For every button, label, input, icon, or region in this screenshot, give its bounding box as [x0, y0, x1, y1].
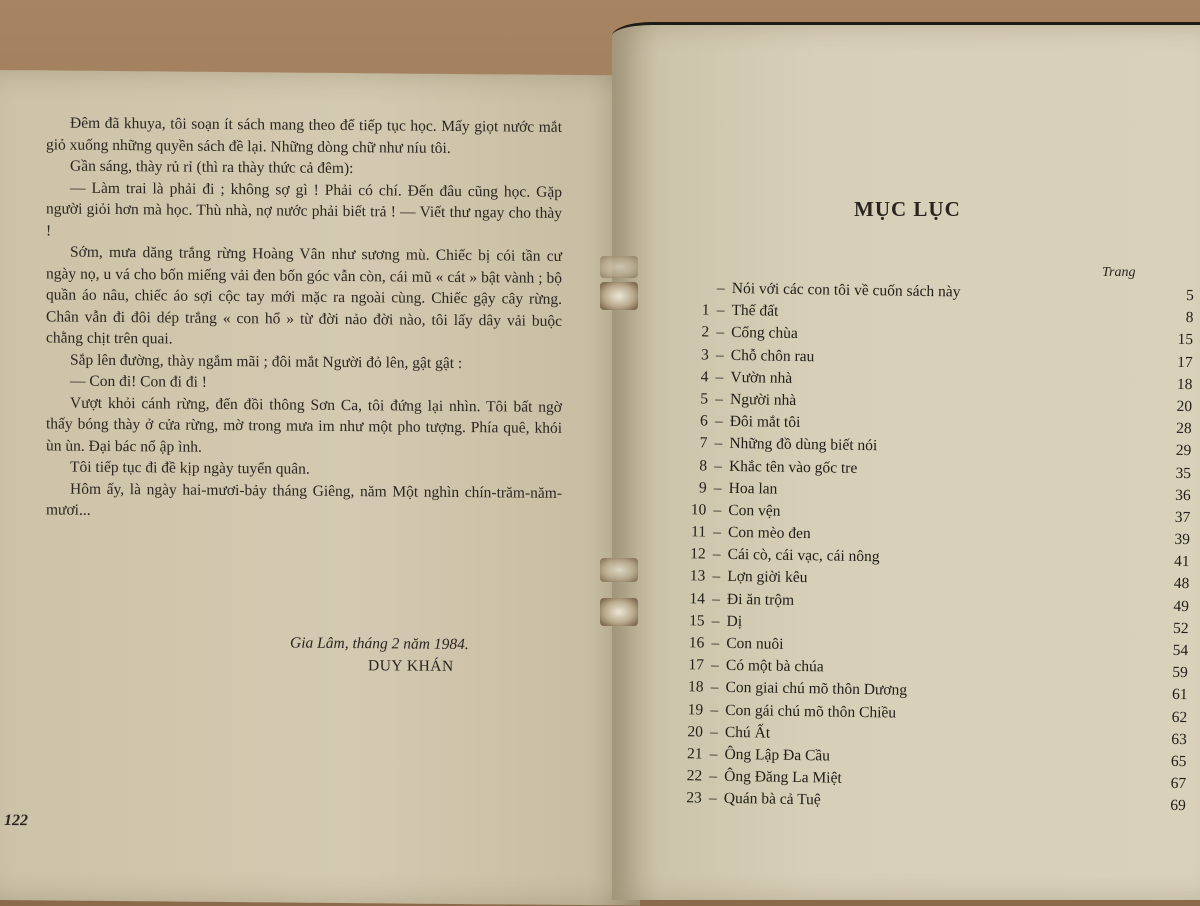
- toc-entry-page: 8: [1185, 309, 1194, 327]
- toc-entry-number: 9: [698, 479, 707, 497]
- toc-entry-title: Đi ăn trộm: [726, 590, 795, 609]
- toc-entry-number: 16: [688, 634, 705, 652]
- toc-entry-dash: –: [709, 767, 718, 785]
- toc-entry-number: 18: [687, 678, 704, 696]
- toc-entry-page: 39: [1174, 530, 1191, 549]
- toc-entry-dash: –: [711, 634, 720, 652]
- toc-entry-number: 20: [687, 723, 704, 741]
- right-page: [612, 22, 1200, 900]
- toc-entry-number: 19: [687, 700, 704, 719]
- toc-entry-dash: –: [712, 545, 721, 564]
- toc-entry-dash: –: [712, 568, 721, 586]
- paragraph: Hôm ấy, là ngày hai-mươi-bảy tháng Giêng, năm Một nghìn chín-trăm-năm-mươi...: [46, 480, 562, 519]
- toc-entry-dash: –: [715, 346, 724, 364]
- toc-entry-title: Nói với các con tôi về cuốn sách này: [731, 279, 961, 301]
- toc-entry-page: 37: [1174, 508, 1191, 527]
- toc-entry-page: 69: [1170, 797, 1186, 815]
- toc-entry-dash: –: [713, 501, 722, 519]
- paragraph: Sớm, mưa dăng trắng rừng Hoàng Vân như sương mù. Chiếc bị cói tần cư ngày nọ, u vá cho bốn miếng vải đen bốn góc vẫn còn, cái mũ « cát » bật vành ; bộ quần áo nâu, chiếc áo sợi cộc tay mới mặc ra ngoài cùng. Chiếc gậy cây rừng. Chân vẫn đi đôi dép trắng « con hổ » từ đời nảo đời nào, tôi lấy dây vải buộc chằng chịt trên quai.: [46, 243, 562, 348]
- toc-entry-number: 3: [700, 345, 709, 364]
- toc-entry-number: 4: [700, 368, 709, 386]
- paragraph: Đêm đã khuya, tôi soạn ít sách mang theo để tiếp tục học. Mấy giọt nước mắt giỏ xuống những quyền sách đề lại. Những dòng chữ như níu tôi.: [46, 114, 562, 157]
- toc-entry-number: 23: [686, 789, 702, 807]
- toc-entry-page: 65: [1170, 752, 1187, 771]
- story-text: [46, 112, 562, 525]
- toc-entry-number: 6: [699, 412, 708, 430]
- toc-entry-title: Con giai chú mõ thôn Dương: [725, 679, 908, 700]
- toc-entry-page: 67: [1170, 774, 1187, 793]
- toc-entry-number: 14: [689, 589, 706, 608]
- toc-entry-page: 48: [1173, 575, 1190, 593]
- left-page: [0, 70, 640, 906]
- toc-entry-dash: –: [710, 701, 719, 719]
- toc-entry-title: Cái cò, cái vạc, cái nông: [727, 546, 880, 566]
- paragraph: — Con đi! Con đi đi !: [70, 372, 207, 391]
- toc-entry-dash: –: [715, 368, 724, 386]
- binding-hole: [600, 256, 638, 278]
- toc-entry-dash: –: [714, 412, 723, 430]
- toc-entry-title: Ông Lập Đa Cầu: [724, 745, 831, 765]
- toc-entry-number: 1: [701, 301, 710, 319]
- toc-entry-title: Đôi mắt tôi: [729, 413, 801, 432]
- paragraph: Gần sáng, thày rủ rỉ (thì ra thày thức cả đêm):: [70, 157, 354, 178]
- toc-entry-page: 29: [1175, 442, 1192, 460]
- toc-entry-number: 22: [686, 767, 703, 785]
- toc-entry-title: Ông Đăng La Miệt: [724, 767, 842, 787]
- toc-entry-page: 36: [1175, 486, 1191, 504]
- table-of-contents: [666, 279, 1194, 820]
- toc-entry-dash: –: [714, 457, 723, 475]
- toc-entry-title: Con nuôi: [726, 634, 784, 653]
- toc-entry-page: 18: [1176, 375, 1193, 393]
- toc-entry-title: Chỗ chôn rau: [730, 346, 815, 365]
- page-number: 122: [4, 812, 28, 830]
- toc-entry-number: 5: [700, 390, 709, 408]
- toc-title: MỤC LỤC: [854, 197, 961, 221]
- toc-entry-number: 13: [689, 567, 706, 585]
- toc-entry-title: Khắc tên vào gốc tre: [728, 457, 858, 477]
- toc-entry-page: 62: [1171, 708, 1188, 726]
- paragraph: Tôi tiếp tục đi đề kịp ngày tuyển quân.: [70, 458, 310, 478]
- toc-entry-number: 10: [690, 501, 707, 519]
- toc-entry-number: 15: [689, 612, 705, 630]
- toc-entry-title: Lợn giời kêu: [727, 568, 808, 587]
- toc-entry-page: 61: [1171, 686, 1188, 704]
- toc-entry-page: 52: [1172, 619, 1189, 637]
- toc-entry-page: 54: [1172, 641, 1189, 660]
- toc-entry-page: 15: [1177, 331, 1194, 349]
- toc-entry-dash: –: [709, 723, 718, 741]
- toc-entry-number: 7: [699, 434, 708, 452]
- toc-entry-page: 20: [1176, 397, 1193, 416]
- toc-entry-dash: –: [709, 745, 718, 763]
- toc-entry-dash: –: [708, 789, 717, 808]
- paragraph: Vượt khỏi cánh rừng, đến đồi thông Sơn Ca, tôi đứng lại nhìn. Tôi bất ngờ thấy bóng thày ở cửa rừng, mờ trong mưa im như một pho tượng. Phía quê, khói ùn ùn. Đại bác nổ ập ình.: [46, 394, 562, 456]
- signature-place: Gia Lâm, tháng 2 năm 1984.: [290, 634, 469, 654]
- page-column-header: Trang: [1102, 265, 1136, 280]
- toc-entry-dash: –: [711, 590, 720, 608]
- signature-block: [260, 632, 560, 679]
- toc-entry-title: Người nhà: [729, 390, 797, 409]
- binding-hole: [600, 282, 638, 310]
- toc-entry-number: 11: [690, 523, 707, 541]
- toc-entry-dash: –: [716, 301, 725, 319]
- toc-entry-page: 17: [1177, 353, 1193, 371]
- toc-entry-number: 12: [690, 545, 706, 563]
- toc-entry-number: 17: [688, 656, 705, 674]
- signature-author: DUY KHÁN: [368, 657, 454, 675]
- binding-holes: [596, 250, 644, 650]
- toc-entry-number: 2: [701, 323, 710, 341]
- toc-entry-dash: –: [710, 656, 719, 674]
- toc-entry-title: Vườn nhà: [730, 368, 793, 387]
- toc-entry-dash: –: [710, 679, 719, 697]
- toc-entry-page: 41: [1173, 553, 1190, 571]
- toc-entry-dash: –: [716, 324, 725, 342]
- toc-entry-dash: –: [715, 390, 724, 408]
- toc-entry-title: Dị: [726, 612, 743, 630]
- toc-entry-title: Chú Ất: [724, 723, 771, 742]
- toc-entry-page: 28: [1176, 420, 1192, 438]
- toc-entry-page: 35: [1175, 464, 1192, 482]
- toc-entry-page: 5: [1185, 287, 1194, 305]
- toc-entry-dash: –: [716, 279, 725, 297]
- toc-entry-dash: –: [714, 434, 723, 453]
- toc-entry-dash: –: [713, 479, 722, 497]
- toc-entry-title: Con mèo đen: [727, 523, 811, 543]
- toc-entry-page: 59: [1172, 664, 1189, 682]
- toc-entry-number: [674, 292, 710, 293]
- toc-entry-dash: –: [713, 523, 722, 541]
- toc-entry-title: Thế đất: [731, 302, 779, 320]
- toc-entry-title: Những đồ dùng biết nói: [729, 435, 878, 455]
- toc-entry-title: Cổng chùa: [731, 324, 799, 343]
- toc-entry-page: 49: [1173, 597, 1190, 615]
- binding-hole: [600, 558, 638, 582]
- toc-entry-number: 21: [686, 745, 703, 763]
- paragraph: — Làm trai là phải đi ; không sợ gì ! Phải có chí. Đến đâu cũng học. Gặp người giỏi hơn mà học. Thù nhà, nợ nước phải biết trả ! — Viết thư ngay cho thày !: [46, 179, 562, 239]
- binding-hole: [600, 598, 638, 626]
- paragraph: Sắp lên đường, thày ngắm mãi ; đôi mắt Người đỏ lên, gật gật :: [70, 351, 463, 372]
- toc-entry-title: Con vện: [728, 501, 781, 520]
- toc-entry-page: 63: [1171, 730, 1187, 748]
- toc-entry-title: Hoa lan: [728, 479, 778, 498]
- toc-entry-title: Có một bà chúa: [725, 657, 824, 676]
- toc-entry-title: Con gái chú mõ thôn Chiều: [725, 701, 897, 722]
- toc-entry-dash: –: [711, 612, 720, 630]
- toc-entry-number: 8: [699, 456, 708, 475]
- toc-entry-title: Quán bà cả Tuệ: [723, 790, 821, 809]
